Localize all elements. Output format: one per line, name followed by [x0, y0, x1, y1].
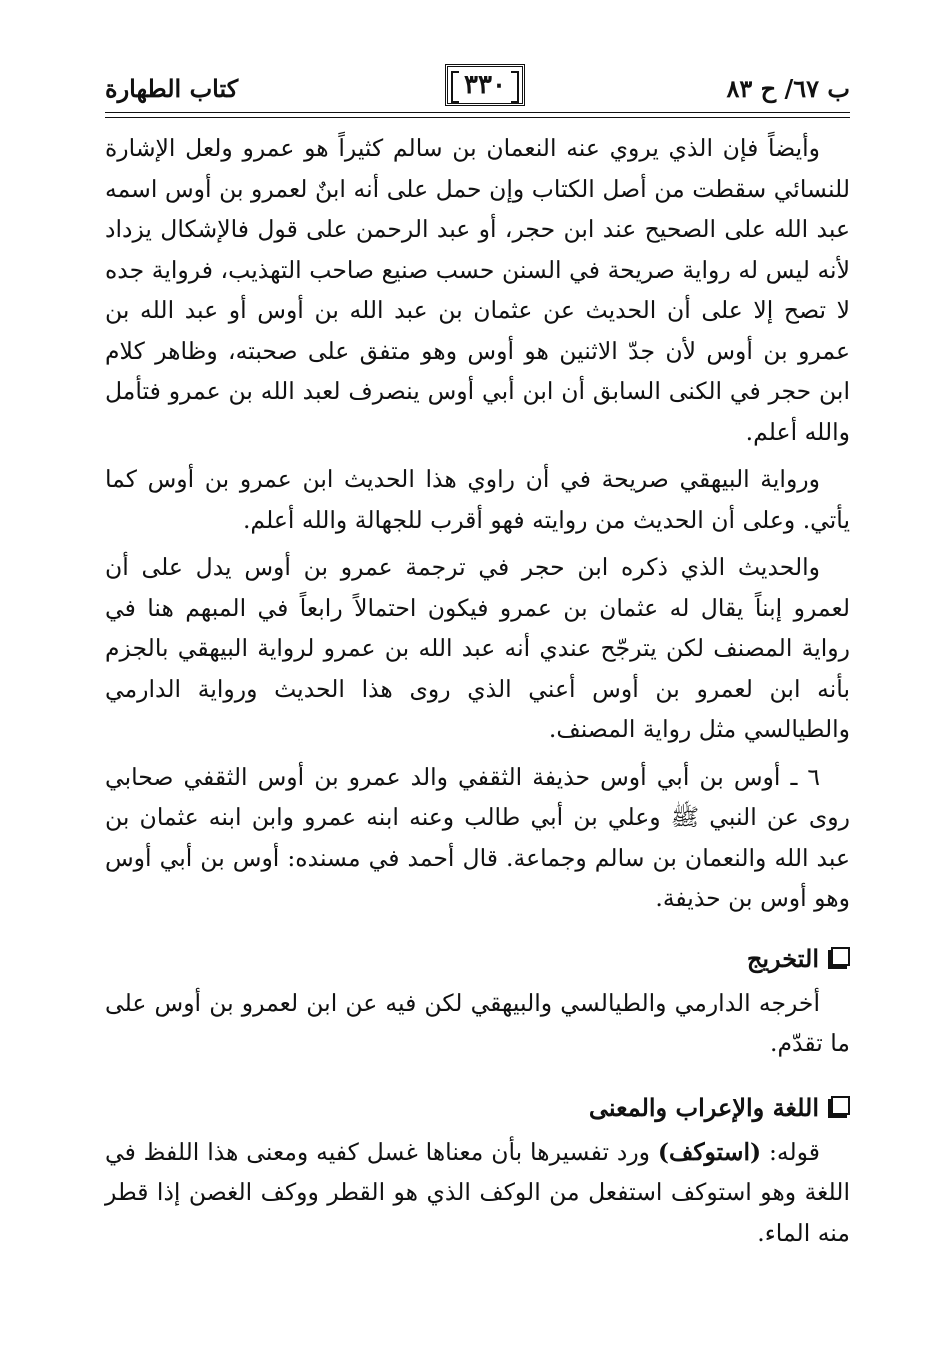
- section-title-takhrij: التخريج: [746, 943, 819, 973]
- takhrij-paragraph: أخرجه الدارمي والطيالسي والبيهقي لكن فيه عن ابن لعمرو بن أوس على ما تقدّم.: [105, 988, 850, 1057]
- book-title: كتاب الطهارة: [105, 74, 239, 103]
- lugha-lead: قوله:: [761, 1137, 820, 1166]
- page-number-text: ٣٣٠: [464, 70, 506, 100]
- checkbox-square-icon: [831, 947, 850, 966]
- checkbox-square-icon: [831, 1096, 850, 1115]
- paragraph-2: ورواية البيهقي صريحة في أن راوي هذا الحديث ابن عمرو بن أوس كما يأتي. وعلى أن الحديث من روايته فهو أقرب للجهالة والله أعلم.: [105, 465, 850, 534]
- lugha-paragraph: [105, 1132, 850, 1254]
- section-heading-lugha: [105, 1090, 850, 1126]
- lugha-keyword: (استوكف): [657, 1137, 762, 1166]
- chapter-reference: ب ٦٧/ ح ٨٣: [726, 74, 850, 103]
- header-rule: [105, 112, 850, 118]
- lugha-text: ورد تفسيرها بأن معناها غسل كفيه ومعنى هذا اللفظ في اللغة وهو استوكف استفعل من الوكف الذي هو القطر ووكف الغصن إذا قطر منه الماء.: [105, 1137, 850, 1247]
- page-body: [105, 128, 850, 1253]
- paragraph-4: ٦ ـ أوس بن أبي أوس حذيفة الثقفي والد عمرو بن أوس الثقفي صحابي روى عن النبي ﷺ وعلي بن أبي طالب وعنه ابنه عمرو وابن ابنه عثمان بن عبد الله والنعمان بن سالم وجماعة. قال أحمد في مسنده: أوس بن أبي أوس وهو أوس بن حذيفة.: [105, 762, 850, 912]
- page-header: [105, 64, 850, 114]
- paragraph-3: والحديث الذي ذكره ابن حجر في ترجمة عمرو بن أوس يدل على أن لعمرو إبناً يقال له عثمان بن عمرو فيكون احتمالاً رابعاً في المبهم هنا في رواية المصنف لكن يترجّح عندي أنه عبد الله بن عمرو لرواية البيهقي بالجزم بأنه ابن لعمرو بن أوس أعني الذي روى هذا الحديث ورواية الدارمي والطيالسي مثل رواية المصنف.: [105, 553, 850, 743]
- section-title-lugha: اللغة والإعراب والمعنى: [588, 1092, 819, 1122]
- page-number: [445, 64, 525, 106]
- paragraph-1: وأيضاً فإن الذي يروي عنه النعمان بن سالم كثيراً هو عمرو ولعل الإشارة للنسائي سقطت من أصل الكتاب وإن حمل على أنه ابنٌ لعمرو بن أوس اسمه عبد الله على الصحيح عند ابن حجر، أو عبد الرحمن على قول فالإشكال يزداد لأنه ليس له رواية صريحة في السنن حسب صنيع صاحب التهذيب، فرواية جده لا تصح إلا على أن الحديث عن عثمان بن عبد الله بن أوس أو عبد الله بن عمرو بن أوس لأن جدّ الاثنين هو أوس وهو متفق على صحبته، وظاهر كلام ابن حجر في الكنى السابق أن ابن أبي أوس ينصرف لعبد الله بن عمرو فتأمل والله أعلم.: [105, 134, 850, 446]
- section-heading-takhrij: [105, 941, 850, 977]
